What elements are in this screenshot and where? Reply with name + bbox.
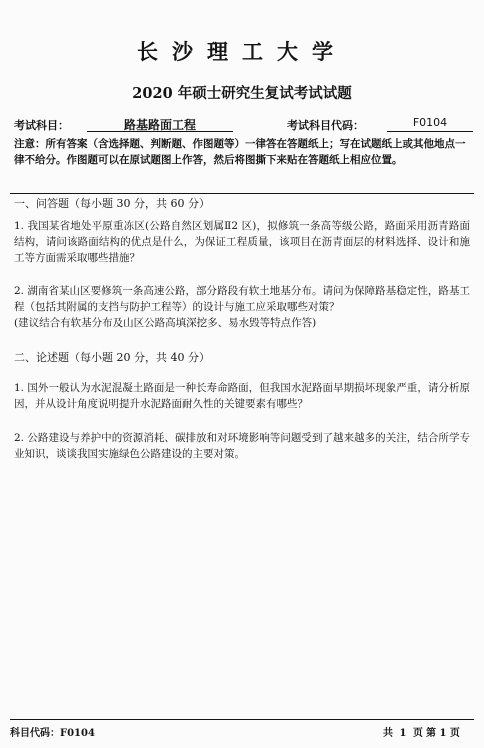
subject-value: 路基路面工程 <box>87 115 233 132</box>
exam-title: 2020 年硕士研究生复试考试试题 <box>132 85 352 102</box>
section1-question-2-note: (建议结合有软基分布及山区公路高填深挖多、易水毁等特点作答) <box>14 317 317 329</box>
footer-subject-code: 科目代码：F0104 <box>10 728 95 739</box>
exam-meta-row <box>14 115 470 133</box>
university-name: 长沙理工大学 <box>137 39 347 64</box>
exam-notice: 注意：所有答案（含选择题、判断题、作图题等）一律答在答题纸上；写在试题纸上或其他地点一律不给分。作图题可以在原试题图上作答，然后将图撕下来贴在答题纸上相应位置。 <box>14 138 466 166</box>
subject-code-label: 考试科目代码： <box>287 119 364 132</box>
section2-question-1: 1. 国外一般认为水泥混凝土路面是一种长寿命路面，但我国水泥路面早期损坏现象严重，请分析原因，并从设计角度说明提升水泥路面耐久性的关键要素有哪些？ <box>14 382 470 410</box>
footer-total-pages: 共 1 页 <box>383 728 423 739</box>
section2-question-2: 2. 公路建设与养护中的资源消耗、碳排放和对环境影响等问题受到了越来越多的关注，结合所学专业知识，谈谈我国实施绿色公路建设的主要对策。 <box>14 432 470 460</box>
divider-bottom <box>10 719 474 720</box>
divider-top <box>10 193 474 194</box>
section1-heading: 一、问答题（每小题 30 分，共 60 分） <box>14 197 210 210</box>
section1-question-1: 1. 我国某省地处平原重冻区(公路自然区划属Ⅱ2 区)，拟修筑一条高等级公路，路面采用沥青路面结构，请问该路面结构的优点是什么，为保证工程质量，该项目在沥青面层的材料选择、设计和施工等方面需采取哪些措施？ <box>14 220 470 264</box>
section2-heading: 二、论述题（每小题 20 分，共 40 分） <box>14 351 210 364</box>
subject-code-value: F0104 <box>387 115 473 132</box>
footer-page-number: 第 1 页 <box>426 728 460 739</box>
subject-label: 考试科目： <box>14 119 69 132</box>
section1-question-2: 2. 湖南省某山区要修筑一条高速公路，部分路段有软土地基分布。请问为保障路基稳定性，路基工程（包括其附属的支挡与防护工程等）的设计与施工应采取哪些对策？ <box>14 285 470 313</box>
